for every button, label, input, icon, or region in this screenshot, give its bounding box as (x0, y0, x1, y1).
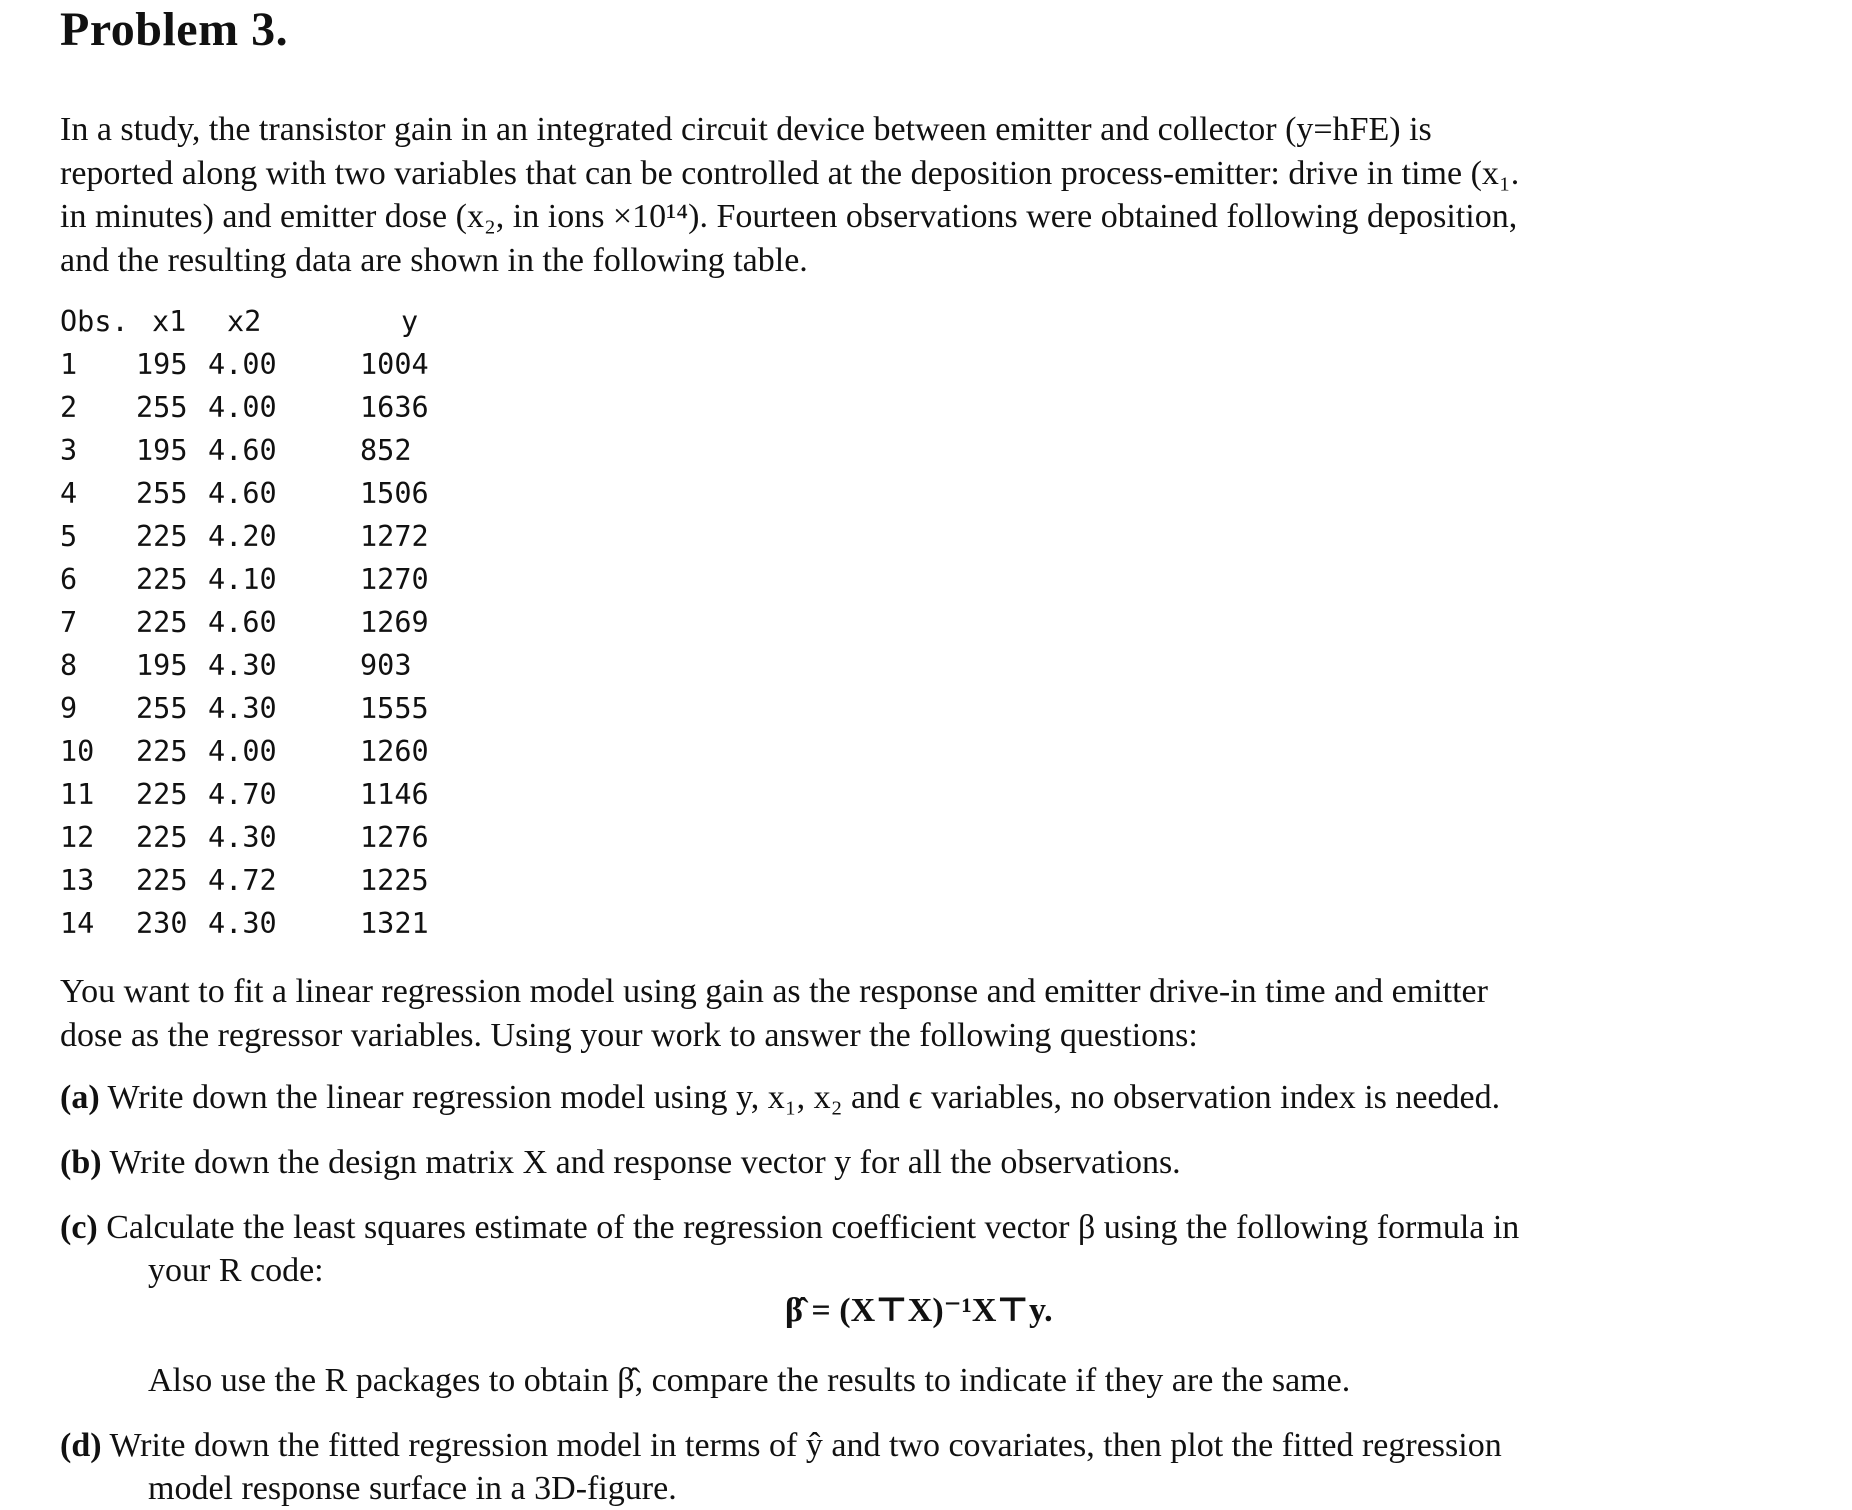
question-b-label: (b) (60, 1144, 102, 1181)
table-cell-x2: 4.30 (208, 821, 277, 854)
table-cell-y: 1225 (360, 864, 429, 897)
question-c-text-1: Calculate the least squares estimate of the regression coefficient vector β using the following formula in (106, 1209, 1520, 1246)
table-cell-x1: 225 (136, 563, 188, 596)
question-b-text: Write down the design matrix X and response vector y for all the observations. (109, 1144, 1181, 1181)
table-cell-obs: 12 (60, 821, 95, 854)
table-cell-obs: 11 (60, 778, 95, 811)
intro-line-1: In a study, the transistor gain in an integrated circuit device between emitter and collector (y=hFE) is (60, 111, 1432, 148)
table-cell-y: 1146 (360, 778, 429, 811)
table-cell-x2: 4.10 (208, 563, 277, 596)
table-cell-y: 1555 (360, 692, 429, 725)
table-cell-y: 1004 (360, 348, 429, 381)
estimator-formula: β̂ = (X⊤X)⁻¹X⊤y. (785, 1292, 1053, 1329)
question-c-label: (c) (60, 1209, 98, 1246)
intro-line-3: in minutes) and emitter dose (x₂, in ions ×10¹⁴). Fourteen observations were obtained following deposition, (60, 198, 1518, 235)
table-cell-x2: 4.70 (208, 778, 277, 811)
table-cell-x1: 255 (136, 692, 188, 725)
table-cell-x1: 195 (136, 649, 188, 682)
table-cell-x2: 4.00 (208, 391, 277, 424)
question-a-label: (a) (60, 1079, 100, 1116)
table-cell-x1: 225 (136, 778, 188, 811)
intro-paragraph (60, 108, 1760, 282)
table-cell-y: 1270 (360, 563, 429, 596)
header-x1: x1 (152, 305, 187, 338)
table-cell-x1: 230 (136, 907, 188, 940)
question-d (60, 1424, 1502, 1510)
table-cell-x2: 4.60 (208, 434, 277, 467)
question-c (60, 1206, 1519, 1292)
table-cell-x1: 225 (136, 864, 188, 897)
question-c-text-2: your R code: (148, 1252, 324, 1289)
table-cell-x2: 4.30 (208, 692, 277, 725)
question-d-text-2: model response surface in a 3D-figure. (148, 1470, 677, 1507)
table-cell-y: 903 (360, 649, 412, 682)
problem-title: Problem 3. (60, 3, 289, 56)
header-obs: Obs. (60, 305, 129, 338)
table-cell-x1: 225 (136, 520, 188, 553)
task-line-2: dose as the regressor variables. Using your work to answer the following questions: (60, 1016, 1198, 1054)
question-c-also: Also use the R packages to obtain β̂, compare the results to indicate if they are the same. (148, 1362, 1351, 1399)
table-cell-x2: 4.60 (208, 477, 277, 510)
table-cell-y: 1636 (360, 391, 429, 424)
table-cell-y: 1276 (360, 821, 429, 854)
question-d-label: (d) (60, 1427, 102, 1464)
table-cell-x1: 255 (136, 391, 188, 424)
table-cell-obs: 13 (60, 864, 95, 897)
table-cell-obs: 7 (60, 606, 78, 639)
table-cell-x1: 225 (136, 821, 188, 854)
table-cell-x2: 4.20 (208, 520, 277, 553)
table-cell-x2: 4.00 (208, 348, 277, 381)
table-cell-y: 852 (360, 434, 412, 467)
question-a-text: Write down the linear regression model using y, x₁, x₂ and ϵ variables, no observation index is needed. (107, 1079, 1501, 1116)
header-x2: x2 (227, 305, 262, 338)
task-line-1: You want to fit a linear regression model using gain as the response and emitter drive-in time and emitter (60, 973, 1488, 1010)
table-cell-x2: 4.00 (208, 735, 277, 768)
table-cell-y: 1272 (360, 520, 429, 553)
table-cell-obs: 2 (60, 391, 78, 424)
table-cell-x2: 4.72 (208, 864, 277, 897)
table-cell-x1: 225 (136, 735, 188, 768)
header-y: y (401, 305, 419, 338)
table-cell-x1: 255 (136, 477, 188, 510)
table-cell-obs: 4 (60, 477, 78, 510)
table-cell-x2: 4.30 (208, 649, 277, 682)
table-cell-y: 1506 (360, 477, 429, 510)
table-cell-x1: 195 (136, 434, 188, 467)
table-cell-y: 1260 (360, 735, 429, 768)
question-a (60, 1076, 1500, 1119)
table-cell-obs: 10 (60, 735, 95, 768)
question-d-text-1: Write down the fitted regression model in terms of ŷ and two covariates, then plot the fitted regression (109, 1427, 1502, 1464)
table-cell-y: 1321 (360, 907, 429, 940)
table-cell-obs: 8 (60, 649, 78, 682)
table-cell-obs: 14 (60, 907, 95, 940)
table-cell-y: 1269 (360, 606, 429, 639)
table-cell-x2: 4.30 (208, 907, 277, 940)
intro-line-2: reported along with two variables that can be controlled at the deposition process-emitter: drive in time (x₁. (60, 154, 1520, 192)
task-paragraph (60, 970, 1760, 1057)
question-b (60, 1141, 1181, 1184)
table-cell-x1: 195 (136, 348, 188, 381)
intro-line-4: and the resulting data are shown in the following table. (60, 241, 808, 279)
table-cell-obs: 3 (60, 434, 78, 467)
table-cell-x2: 4.60 (208, 606, 277, 639)
table-cell-x1: 225 (136, 606, 188, 639)
table-cell-obs: 1 (60, 348, 78, 381)
table-cell-obs: 6 (60, 563, 78, 596)
table-cell-obs: 5 (60, 520, 78, 553)
table-cell-obs: 9 (60, 692, 78, 725)
